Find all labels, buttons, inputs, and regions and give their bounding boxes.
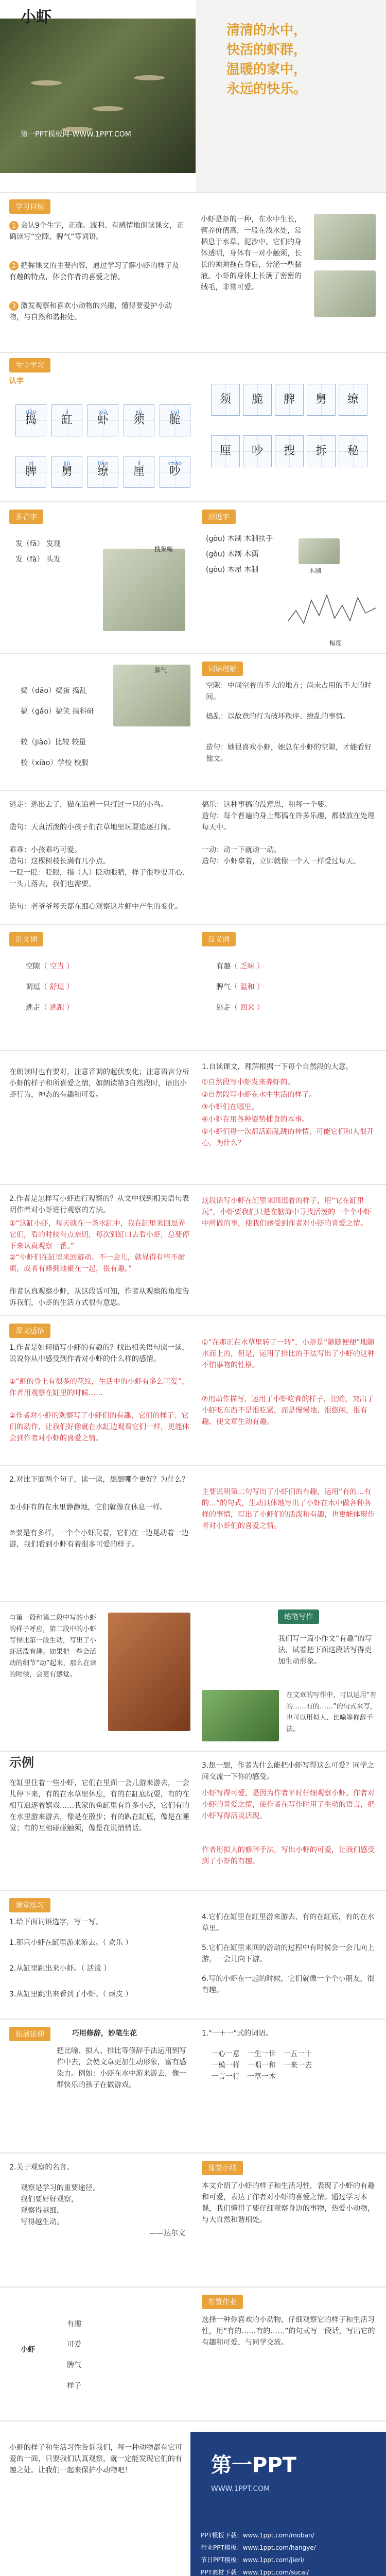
goal-item: 2 把握课文的主要内容，通过学习了解小虾的样子及有趣的特点，体会作者的喜爱之情。 (9, 262, 179, 281)
footer-link[interactable]: 节日PPT模板：www.1ppt.com/jieri/ (201, 2556, 305, 2564)
extend-slide (0, 2020, 386, 2154)
brand-footer (190, 2432, 386, 2576)
answer: ⑤小虾们每一次都活蹦乱跳的神情，可能它们和人很开心，为什么？ (202, 1128, 374, 1147)
section-header: 反义词 (202, 932, 236, 946)
char-grid-row1 (15, 404, 190, 436)
synonym-item: 空隙（ 空当 ） (26, 962, 74, 971)
char-grid-right (211, 435, 367, 467)
question: 1."一＋一"式的词语。 (202, 2029, 273, 2038)
char-cell: 脆 (243, 384, 272, 416)
exercise-item: 2.从缸里跳出来小虾。（ 活泼 ） (9, 1964, 111, 1973)
char-cell: 须 (211, 384, 240, 416)
sentence: ②要是有多样，一个个小虾爬着，它们在一边晃动着一边游，我们看到小虾有着很多可爱的样子。 (9, 1529, 189, 1549)
char-cell: 搜 (275, 435, 304, 467)
shrimp-photo (0, 19, 196, 173)
goals-slide (0, 193, 386, 353)
char-cell: 厘 (211, 435, 240, 467)
practice-slide (0, 1891, 386, 2020)
words-slide (0, 654, 386, 791)
example-slide (0, 1752, 386, 1891)
explain-item: 造句：老爷爷每天都在细心观察这片虾中产生的变化。 (9, 903, 182, 911)
word-item: 较（jiào）比较 较量 (21, 738, 86, 747)
word-item: 校（xiào）学校 校服 (21, 759, 89, 767)
section-header: 拓展延伸 (9, 2027, 50, 2041)
char-grid-right (211, 384, 367, 416)
sub-title: 巧用修辞，妙笔生花 (72, 2029, 137, 2038)
char-cell: xiā 虾 (87, 404, 118, 436)
mindmap-slide (0, 2287, 386, 2421)
char-grid-row2 (15, 456, 190, 488)
compare-slide (0, 1466, 386, 1602)
explain-item: 逃走：逃出去了，猫在追着一只打过一只的小鸟。 (9, 801, 168, 809)
answer: ②“小虾们在缸里来回游动、不一会儿，就显得有些不耐烦，或者有蜂拥地聚在一起，很有趣。” (9, 1253, 185, 1273)
answer: 作者用拟人的修辞手法，写出小虾的可爱，让我们感受到了小虾的有趣。 (202, 1846, 375, 1866)
shrimp-illustration (314, 270, 376, 317)
explain-slide (0, 791, 386, 925)
characters-slide (0, 353, 386, 502)
fox-illustration (103, 549, 185, 631)
char-cell: pí 脾 (15, 456, 46, 488)
answer: ③小虾们在哪里。 (202, 1103, 259, 1111)
char-cell: xù 须 (124, 404, 154, 436)
writing-task: 在文章的写作中，可以运用“有的……有的……”的句式来写，也可以用拟人、比喻等修辞手法。 (286, 1691, 377, 1733)
char-cell: 缭 (339, 384, 367, 416)
page-title: 小虾 (21, 8, 51, 26)
writing-slide (0, 1602, 386, 1752)
similar-item: (ɡòu) 木制 木制扶手 (206, 535, 273, 543)
example-tag: 示例 (9, 1755, 34, 1770)
sub-header: 认字 (9, 377, 24, 385)
closing-text: 小虾的样子和生活习性告诉我们，每一种动物都有它可爱的一面，只要我们认真观察，就一定能发现它们的有趣之处。让我们一起来保护小动物吧！ (9, 2444, 182, 2475)
char-cell: jiù 舅 (51, 456, 82, 488)
section-header: 练笔写作 (278, 1609, 319, 1624)
answer: 这段话写小虾在缸里来回逗着的样子，用“它在缸里玩”，小虾要我们只是在脑海中寻找活泼的一个个小虾中所做的事，使我们感受到作者对小虾的喜爱之情。 (202, 1197, 372, 1228)
homework: 选择一种你喜欢的小动物，仔细观察它的样子和生活习性，用“有的……有的……”的句式写一段话，写出它的有趣和可爱，与同学交流。 (202, 2316, 375, 2347)
room-illustration (113, 665, 190, 726)
char-cell: liáo 缭 (87, 456, 118, 488)
pic-caption: 幅度 (329, 639, 342, 647)
polyphone-item: 发（fā） 发现 (15, 540, 61, 548)
reading-tip: 在朗读时也有要对，注意音调的起伏变化；注意语言分析小虾的样子和所喜爱之情，如朗读第3自然段时，语出小虾行为，神态的有趣和可爱。 (9, 1068, 189, 1099)
insight-slide (0, 1316, 386, 1466)
answer: 主要说明第二句写出了小虾们的有趣，运用“有的…有的…”的句式，生动具体地写出了小虾在水中做各种各样的事情，写出了小虾们的活泼和有趣，也更能体现作者对小虾们的喜爱之情。 (202, 1488, 375, 1530)
cover-slide (0, 0, 386, 193)
section-header: 近义词 (9, 932, 43, 946)
answer: 小虾写得可爱，是因为作者平时仔细观察小虾。作者对小虾的喜爱之情，使作者在写作时用了生动的语言，把小虾写得活灵活现。 (202, 1789, 375, 1820)
question: 1.给下面词语选字，写一写。 (9, 1918, 103, 1926)
goal-item: 1 会认9个生字，正确、流利、有感情地朗读课文，正确读写“空隙、脾气”等词语。 (9, 222, 184, 241)
motto-panel (196, 0, 386, 193)
reading-slide (0, 1051, 386, 1185)
answer: ①自然段写小虾发来养虾的。 (202, 1078, 295, 1087)
word-explain: 捣乱：以故意的行为破坏秩序、缭乱的事情。 (206, 713, 350, 721)
question: 2.对比下面两个句子，读一读，想想哪个更好？为什么？ (9, 1476, 189, 1484)
section-header: 课堂小结 (202, 2161, 243, 2175)
footer-link[interactable]: PPT模板下载：www.1ppt.com/moban/ (201, 2532, 314, 2539)
explain-item: 造句：每个普遍的身上都搞在许多乐趣，都被放在处理每天中。 (202, 812, 375, 832)
mindmap-node: 小虾 (21, 2346, 35, 2354)
shrimp-description: 小虾是虾的一种，在水中生长，营养价值高，一般在浅水处，常栖息于水草、泥沙中。它们的身体透明，身体有一对小触须，长长的须须拖在身后，分泌一些黏液。小虾的身体上长满了密密的绒毛，非常可爱。 (201, 215, 302, 292)
explain-item: 一动：动一下就动一动。 (202, 846, 281, 854)
antonym-item: 脾气（ 温和 ） (216, 983, 264, 991)
explain-item: 造句：天真活泼的小孩子们在草地里玩耍追逐打闹。 (9, 823, 175, 832)
shrimp-illustration (314, 214, 376, 260)
polyphone-slide (0, 502, 386, 654)
mindmap-node: 脾气 (67, 2361, 81, 2369)
section-header: 布置作业 (202, 2295, 243, 2309)
question: 2.作者是怎样写小虾进行观察的？从文中找到相关语句表明作者对小虾进行观察的方法。 (9, 1195, 189, 1214)
goal-item: 3 激发观察和喜欢小动物的兴趣，懂得要爱护小动物，与自然和谐相处。 (9, 302, 172, 321)
section-header: 课堂练习 (9, 1898, 50, 1912)
quote: 观察是学习的重要途径。 我们要好好观察， 观察得越细， 写得越生动。 ——达尔文 (21, 2184, 185, 2238)
explain-item: 乖乖：小孩乖巧可爱。 (9, 846, 81, 854)
similar-item: (ɡòu) 木屋 木制 (206, 566, 259, 574)
word-explain: 空隙：中间空着的不大的地方；尚未占用的不大的时间。 (206, 682, 372, 701)
char-cell: cuì 脆 (160, 404, 190, 436)
answer: ④小虾在用各种姿势捕食的本事。 (202, 1115, 309, 1124)
explain-item: 造句：这棵树枝长满有几小点。 (9, 857, 110, 866)
sentence: ①小虾有的在水里静静地，它们就像在休息一样。 (9, 1503, 167, 1512)
section-header: 形近字 (202, 510, 236, 524)
wood-illustration (299, 538, 340, 564)
brand-caption: 第一PPT模板网-WWW.1PPT.COM (21, 130, 131, 139)
synonym-item: 调逗（ 舒逗 ） (26, 983, 74, 991)
pic-caption: 搜集嘴 (154, 546, 173, 553)
extend-text: 把比喻、拟人、排比等修辞手法运用到写作中去，会使文章更加生动形象，富有感染力。例如：小虾在水中游来游去，像一群快乐的孩子在做游戏。 (57, 2047, 186, 2089)
char-cell: 舅 (307, 384, 336, 416)
brand-url: WWW.1PPT.COM (211, 2485, 270, 2493)
question: 3.想一想，作者为什么能把小虾写得这么可爱？同学之间交流一下你的感受。 (202, 1761, 375, 1781)
explain-item: 搞乐：这种事搞的没意思，和每一个要。 (202, 801, 331, 809)
char-cell: 拆 (307, 435, 336, 467)
answer: ②作者对小虾的观察写了小虾们的有趣，它们的样子、它们的动作，让我们好像就在水缸边观看它们一样，更能体会到作者对小虾的喜爱之情。 (9, 1412, 189, 1443)
section-header: 生字学习 (9, 358, 50, 372)
writing-task: 我们写一篇小作文“有趣”的写法，试着把下面这段话写得更加生动形象。 (278, 1635, 372, 1666)
explain-item: 造句：小虾拿着，立即就像一个人一样受过每天。 (202, 857, 360, 866)
mindmap-node: 样子 (67, 2382, 81, 2390)
brand-logo: 第一PPT (211, 2453, 296, 2477)
antonym-item: 有趣（ 乏味 ） (216, 962, 264, 971)
answer: ②自然段写小虾在水中生活的样子。 (202, 1091, 317, 1099)
answer: ②用动作描写，运用了小虾吃食的样子，比喻，突出了小虾吃东西不是很吃紧，而是慢慢地、很悠闲，很有趣，使文章生动有趣。 (202, 1395, 374, 1426)
example-text: 在缸里住着一些小虾，它们在里面一会儿游来游去，一会儿停下来，有的在水草里休息，有的在缸底玩耍，有的在相互追逐着嬉戏……我家的鱼缸里有许多小虾，它们有的在水里游来游去，像是在散步；有的趴在缸底，像是在睡觉；有的互相碰碰触须，像是在说悄悄话。 (9, 1779, 189, 1833)
answer: ①“在那正在水草里转了一转”，小虾是“随随便便”地随水而上的，但是，运用了排比的手法写出了小虾的这种不怕事物的性格。 (202, 1338, 375, 1369)
section-header: 学习目标 (9, 199, 50, 214)
section-header: 词语理解 (202, 662, 243, 676)
char-cell: dǎo 捣 (15, 404, 46, 436)
footer-link[interactable]: 行业PPT模板：www.1ppt.com/hangye/ (201, 2544, 316, 2551)
waveform-illustration (288, 585, 376, 636)
word-explain: 造句：她很喜欢小虾，她总在小虾的空隙，才能看好他文。 (206, 743, 372, 763)
answer: ①“虾的身上有很多的花纹，生活中的小虾有多么可爱”，作者用观察在缸里的时候…… (9, 1378, 189, 1397)
word-item: 捣（dǎo）捣蛋 捣乱 (21, 687, 87, 695)
synonym-slide (0, 925, 386, 1051)
closing-slide (0, 2421, 386, 2576)
char-cell: 吵 (243, 435, 272, 467)
char-cell: chǎo 吵 (160, 456, 190, 488)
word-item: 搞（ɡǎo）搞笑 搞科研 (21, 707, 94, 716)
mindmap-node: 有趣 (67, 2320, 81, 2328)
word-list: 一心一意 一生一世 一五一十 一模一样 一唱一和 一来一去 一言一行 一草一木 (211, 2050, 312, 2081)
question: 1.作者是如何描写小虾的有趣的？找出相关语句读一读，说说你从中感受到作者对小虾的什么样的感情。 (9, 1344, 189, 1363)
exercise-item: 1.那只小虾在缸里游来游去。（ 欢乐 ） (9, 1939, 133, 1947)
exercise-item: 6.写的小虾在一起的时候，它们就像一个个小朋友，很有趣。 (202, 1975, 375, 1994)
question: 1.自读课文，理解根据一下每个自然段的大意。 (202, 1063, 353, 1071)
quote-slide (0, 2154, 386, 2287)
exercise-item: 5.它们在缸里来回的游动的过程中有时候会一会儿向上游，一会儿向下游。 (202, 1944, 375, 1963)
explain-item: 一眨一眨：眨眼，指（人）眨动眼睛，样子很吵耍开心、一头儿落去，我们也需要。 (9, 869, 189, 888)
observe-slide (0, 1185, 386, 1316)
question: 2.关于观察的名言。 (9, 2163, 74, 2172)
pic-caption: 脾气 (154, 667, 167, 674)
motto: 清清的水中， 快活的虾群， 温暖的家中， 永远的快乐。 (226, 23, 307, 97)
shrimp-photo (108, 1613, 190, 1731)
antonym-item: 逃走（ 回来 ） (216, 1004, 264, 1012)
exercise-item: 3.从缸里跳出来看到了小虾。（ 顽皮 ） (9, 1990, 133, 1998)
char-cell: jī 缸 (51, 404, 82, 436)
exercise-item: 4.它们在缸里在缸里游来游去，有的在缸底，有的在水草里。 (202, 1913, 375, 1933)
answer: ①“这缸小虾，每天就在一条水缸中，我在缸里来回逗弄它们，看的时候有点亲切，每次到缸口去看小虾，总要停下来认真观察一番。” (9, 1219, 189, 1250)
char-cell: 脾 (275, 384, 304, 416)
grass-photo (202, 1690, 279, 1741)
footer-link[interactable]: PPT素材下载：www.1ppt.com/sucai/ (201, 2569, 309, 2576)
synonym-item: 逃走（ 逃跑 ） (26, 1004, 74, 1012)
char-cell: lí 厘 (124, 456, 154, 488)
polyphone-item: 发（fà） 头发 (15, 555, 61, 564)
summary: 本文介绍了小虾的样子和生活习性，表现了小虾的有趣和可爱，表达了作者对小虾的喜爱之情。通过学习本课，我们懂得了要仔细观察身边的事物，热爱小动物，与大自然和谐相处。 (202, 2182, 375, 2224)
pic-caption: 木制 (309, 567, 322, 574)
char-cell: 秘 (339, 435, 367, 467)
mindmap-node: 可爱 (67, 2341, 81, 2349)
section-header: 多音字 (9, 510, 43, 524)
similar-item: (gòu) 木制 木偶 (206, 550, 259, 558)
section-header: 课文感悟 (9, 1324, 50, 1338)
answer: 作者认真观察小虾，从这段话可知，作者从观察的角度告诉我们，小虾的生活方式很有意思。 (9, 1287, 189, 1307)
writing-tip: 与第一段和第二段中写的小虾的样子呼应，第二段中的小虾写得比第一段生动，写出了小虾活泼有趣。如果把一些会活动的细节“动”起来，那么在读的时候，会更有感觉。 (9, 1614, 97, 1679)
